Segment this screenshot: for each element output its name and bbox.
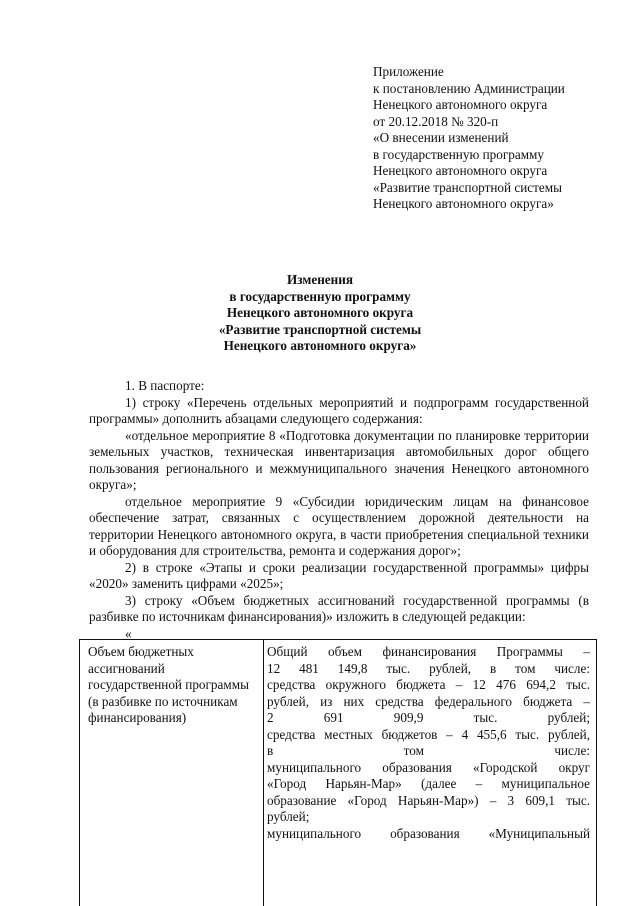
appendix-header — [373, 64, 623, 213]
paragraph-item-2: 2) в строке «Этапы и сроки реализации государственной программы» цифры «2020» заменить цифрами «2025»; — [89, 559, 589, 591]
table-cell-value — [263, 640, 596, 906]
funding-line: 12 481 149,8 тыс. рублей, в том числе: — [267, 660, 590, 676]
table-cell-label — [80, 640, 264, 906]
document-body — [89, 378, 589, 642]
funding-line: муниципального образования «Муниципальный — [267, 825, 590, 841]
opening-quote: « — [125, 625, 132, 641]
title-line: Изменения — [287, 272, 353, 287]
appendix-line: «Развитие транспортной системы — [373, 179, 562, 195]
document-title — [0, 272, 640, 355]
funding-line: средства окружного бюджета – 12 476 694,2 тыс. — [267, 677, 590, 692]
title-line: Ненецкого автономного округа» — [223, 338, 417, 353]
appendix-line: «О внесении изменений — [373, 130, 509, 145]
funding-line: средства местных бюджетов – 4 455,6 тыс. рублей, — [267, 726, 590, 742]
paragraph-item-1: 1) строку «Перечень отдельных мероприятий и подпрограмм государственной программы» дополнить абзацами следующего содержания: — [89, 394, 589, 426]
appendix-line: от 20.12.2018 № 320-п — [373, 113, 499, 129]
section-heading: 1. В паспорте: — [125, 378, 205, 393]
funding-line: 2 691 909,9 тыс. рублей; — [267, 710, 590, 725]
funding-line: муниципального образования «Городской округ — [267, 759, 590, 775]
funding-line: рублей, из них средства федерального бюджета – — [267, 693, 590, 709]
title-line: Ненецкого автономного округа — [226, 305, 414, 320]
title-line: в государственную программу — [229, 288, 411, 304]
appendix-line: Ненецкого автономного округа» — [373, 196, 554, 211]
appendix-line: Приложение — [373, 64, 444, 79]
appendix-line: Ненецкого автономного округа — [373, 97, 548, 112]
funding-line: Общий объем финансирования Программы – — [267, 644, 590, 659]
funding-line: рублей; — [267, 809, 310, 824]
funding-line: образование «Город Нарьян-Мар») – 3 609,1 тыс. — [267, 792, 590, 808]
funding-table — [79, 639, 597, 906]
appendix-line: в государственную программу — [373, 146, 544, 162]
title-line: «Развитие транспортной системы — [218, 321, 422, 337]
appendix-line: к постановлению Администрации — [373, 80, 565, 96]
paragraph-event-8: «отдельное мероприятие 8 «Подготовка документации по планировке территории земельных участков, техническая инвентаризация автомобильных дорог общего пользования регионального и межмуниципального значения Ненецкого автономного округа»; — [89, 427, 589, 492]
appendix-line: Ненецкого автономного округа — [373, 163, 548, 178]
paragraph-event-9: отдельное мероприятие 9 «Субсидии юридическим лицам на финансовое обеспечение затрат, связанных с осуществлением дорожной деятельности на территории Ненецкого автономного округа, в части приобретения специальной техники и оборудования для строительства, ремонта и содержания дорог»; — [89, 493, 589, 558]
funding-details — [263, 640, 596, 842]
funding-label: Объем бюджетных ассигнований государственной программы (в разбивке по источникам финансирования) — [88, 644, 249, 725]
funding-line: в том числе: — [267, 743, 590, 758]
funding-line: «Город Нарьян-Мар» (далее – муниципальное — [267, 776, 590, 791]
paragraph-item-3: 3) строку «Объем бюджетных ассигнований государственной программы (в разбивке по источникам финансирования)» изложить в следующей редакции: — [89, 592, 589, 624]
